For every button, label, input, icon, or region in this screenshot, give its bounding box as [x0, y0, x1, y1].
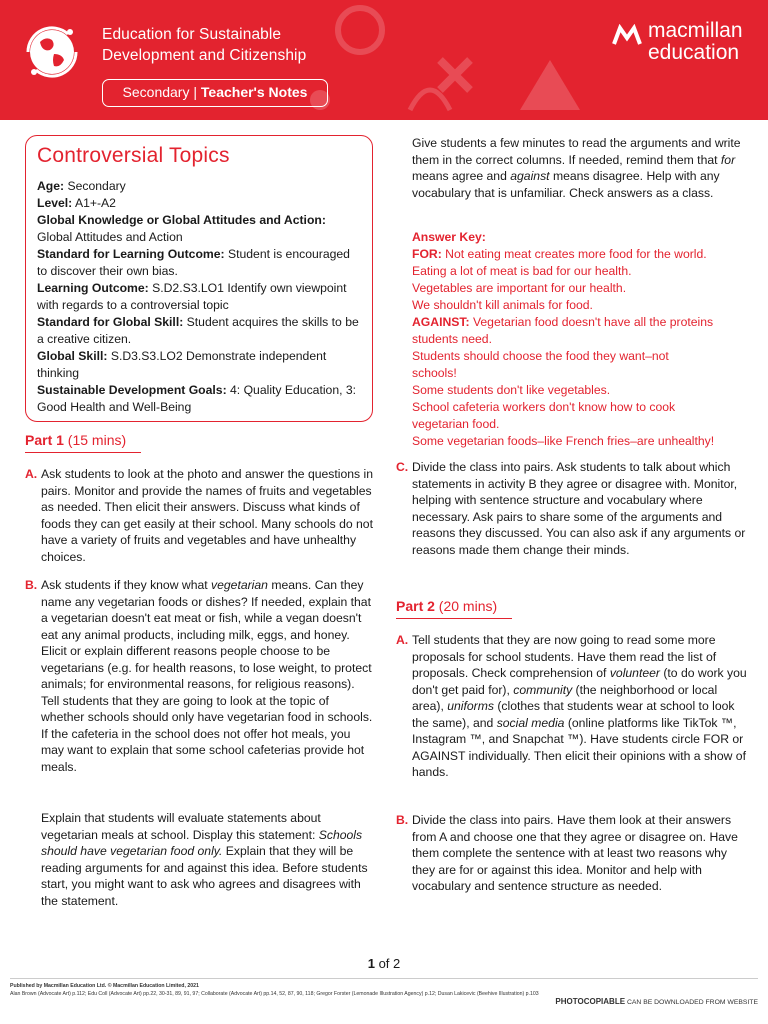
info-field-age	[37, 178, 361, 195]
info-field-global-knowledge	[37, 212, 361, 246]
answer-against-item: Some students don't like vegetables.	[412, 383, 611, 397]
field-label: Learning Outcome:	[37, 281, 149, 295]
part1-heading	[25, 432, 141, 453]
part1-activity-a	[25, 466, 375, 565]
part1-title: Part 1	[25, 432, 64, 448]
part1-time: (15 mins)	[63, 432, 127, 448]
program-title-line2: Development and Citizenship	[102, 47, 307, 64]
text-run: Explain that they will be reading arguments for and against this idea. Before students start, you might want to ask who agrees and disagrees with the statement.	[41, 844, 368, 908]
answer-key	[412, 229, 752, 450]
page-number	[0, 956, 768, 971]
emphasis: uniforms	[447, 699, 494, 713]
level-text: Secondary	[122, 84, 190, 100]
info-field-standard-skill	[37, 314, 361, 348]
field-value: A1+-A2	[72, 196, 116, 210]
text-run: Explain that students will evaluate statements about vegetarian meals at school. Display this statement:	[41, 811, 321, 842]
emphasis: against	[510, 169, 550, 183]
footer-credits	[10, 983, 540, 998]
level-badge	[102, 79, 328, 107]
field-value: Student is encouraged to discover their own bias.	[37, 247, 350, 278]
download-note: CAN BE DOWNLOADED FROM WEBSITE	[625, 999, 758, 1006]
photocopiable-notice	[555, 997, 758, 1006]
teachers-notes-text: Teacher's Notes	[200, 84, 308, 100]
field-value: Secondary	[64, 179, 126, 193]
emphasis: vegetarian	[211, 578, 268, 592]
lesson-info-box	[25, 135, 373, 422]
part2-activity-b	[396, 812, 752, 895]
field-label: Sustainable Development Goals:	[37, 383, 227, 397]
answer-against-item: School cafeteria workers don't know how to cook vegetarian food.	[412, 400, 676, 431]
text-run: (online platforms like TikTok ™, Instagram ™, and Snapchat ™). Have students circle FOR or AGAINST individually. Then elicit their opinions with a show of hands.	[412, 715, 746, 779]
field-label: Standard for Global Skill:	[37, 315, 184, 329]
text-run: (the neighborhood or local area),	[412, 682, 718, 713]
activity-label: B.	[396, 813, 409, 827]
emphasis: Schools should have vegetarian food only.	[41, 827, 363, 858]
text-run: (to do work you don't get paid for),	[412, 666, 747, 697]
activity-text	[41, 577, 375, 775]
answer-for-item	[412, 246, 752, 263]
info-field-standard-learning	[37, 246, 361, 280]
illustration-credits: Alan Brown (Advocate Art) p.112; Edu Coll (Advocate Art) pp.22, 30-31, 89, 91, 97; Collaborate (Advocate Art) pp.14, 52, 87, 90, 118; Gregor Forster (Lemonade Illustration Agency) p.12; Dusan Lakicevic (Beehive Illustration) p.103	[10, 990, 539, 997]
publisher-line2: education	[648, 41, 740, 64]
columns-instructions	[412, 135, 752, 201]
macmillan-m-icon	[612, 24, 642, 46]
field-value: S.D3.S3.LO2 Demonstrate independent thinking	[37, 349, 327, 380]
text-run: (clothes that students wear at school to look the same), and	[412, 699, 735, 730]
photocopiable-label: PHOTOCOPIABLE	[555, 997, 626, 1006]
info-field-level	[37, 195, 361, 212]
answer-against-item: Some vegetarian foods–like French fries–are unhealthy!	[412, 434, 715, 448]
globe-logo-icon	[20, 20, 84, 84]
program-title-line1: Education for Sustainable	[102, 26, 282, 43]
emphasis: community	[513, 682, 573, 697]
lesson-title: Controversial Topics	[37, 144, 230, 167]
text-run: Ask students if they know what	[41, 578, 212, 592]
field-value: S.D2.S3.LO1 Identify own viewpoint with regards to a controversial topic	[37, 281, 347, 312]
for-label: FOR:	[412, 247, 442, 261]
macmillan-logo	[612, 20, 752, 70]
activity-label: B.	[25, 578, 38, 592]
part2-heading	[396, 598, 512, 619]
field-label: Global Skill:	[37, 349, 108, 363]
activity-label: C.	[396, 460, 409, 474]
emphasis: for	[720, 152, 736, 167]
activity-text: Divide the class into pairs. Ask students to talk about which statements in activity B they agree or disagree with. Monitor, helping with sentence structure and vocabulary where necessary. Ask pairs to share some of the arguments and reasons they discussed. You can also ask if any arguments or reasons made them change their minds.	[412, 460, 746, 557]
footer	[10, 978, 758, 1006]
answer-text: Vegetarian food doesn't have all the proteins students need.	[412, 315, 714, 346]
text-run: Tell students that they are now going to read some more proposals for school students. Have them read the list of proposals. Check comprehension of	[412, 633, 717, 680]
info-field-global-skill	[37, 348, 361, 382]
publisher-credit: Published by Macmillan Education Ltd. © Macmillan Education Limited, 2021	[10, 983, 199, 989]
part1-activity-c	[396, 459, 752, 558]
field-label: Global Knowledge or Global Attitudes and Action:	[37, 213, 326, 227]
answer-text: Not eating meat creates more food for the world.	[441, 247, 707, 261]
part2-activity-a	[396, 632, 752, 781]
part1-activity-b	[25, 577, 375, 775]
answer-against-item: Students should choose the food they want–not schools!	[412, 349, 669, 380]
header-banner	[0, 0, 768, 120]
activity-label: A.	[25, 467, 38, 481]
total-pages: of 2	[374, 956, 401, 971]
against-label: AGAINST:	[412, 315, 470, 329]
program-title	[102, 24, 306, 66]
part1-explain-paragraph	[41, 810, 375, 909]
emphasis: social media	[496, 715, 565, 730]
field-label: Age:	[37, 179, 65, 193]
info-field-sdg	[37, 382, 361, 416]
field-value: Student acquires the skills to be a creative citizen.	[37, 315, 359, 346]
activity-text: Divide the class into pairs. Have them look at their answers from A and choose one that they agree or disagree on. Have them complete the sentence with at least two reasons why they are for or against this idea. Monitor and help with vocabulary and sentence structure as needed.	[412, 813, 738, 893]
activity-label: A.	[396, 633, 409, 647]
text-run: means. Can they name any vegetarian foods or dishes? If needed, explain that a vegetarian doesn't eat meat or fish, while a vegan doesn't eat any animal products, including milk, eggs, and honey. Elicit or explain different reasons people choose to be vegetarians (e.g. for health reasons, to lose weight, to protect animals; for environmental reasons, for religious reasons). Tell students that they are going to look at the topic of whether schools should only have vegetarian food in schools. If the cafeteria in the school does not offer hot meals, you may want to explain that some school cafeterias provide hot meals.	[41, 578, 373, 774]
activity-text: Ask students to look at the photo and answer the questions in pairs. Monitor and provide the names of fruits and vegetables as needed. Then elicit their answers. Discuss what kinds of foods they can get easily at their school. Many schools do not have a variety of fruits and vegetables and have unhealthy choices.	[41, 467, 373, 564]
answer-for-item: Eating a lot of meat is bad for our health.	[412, 264, 632, 278]
text-run: means agree and	[412, 169, 511, 183]
answer-against-item	[412, 314, 752, 348]
badge-separator: |	[193, 84, 197, 100]
answer-key-title: Answer Key:	[412, 230, 486, 244]
field-label: Level:	[37, 196, 73, 210]
activity-text	[412, 632, 752, 781]
publisher-name	[648, 20, 743, 64]
part2-title: Part 2	[396, 598, 435, 614]
text-run: means disagree. Help with any vocabulary that is unfamiliar. Check answers as a class.	[412, 169, 720, 200]
answer-for-item: We shouldn't kill animals for food.	[412, 298, 593, 312]
field-value: Global Attitudes and Action	[37, 230, 183, 244]
current-page: 1	[367, 956, 375, 971]
answer-for-item: Vegetables are important for our health.	[412, 281, 627, 295]
publisher-line1: macmillan	[648, 19, 743, 42]
text-run: Give students a few minutes to read the arguments and write them in the correct columns. If needed, remind them that	[412, 136, 741, 167]
part2-time: (20 mins)	[434, 598, 498, 614]
field-value: 4: Quality Education, 3: Good Health and Well-Being	[37, 383, 357, 414]
field-label: Standard for Learning Outcome:	[37, 247, 225, 261]
emphasis: volunteer	[609, 666, 660, 680]
info-field-learning-outcome	[37, 280, 361, 314]
